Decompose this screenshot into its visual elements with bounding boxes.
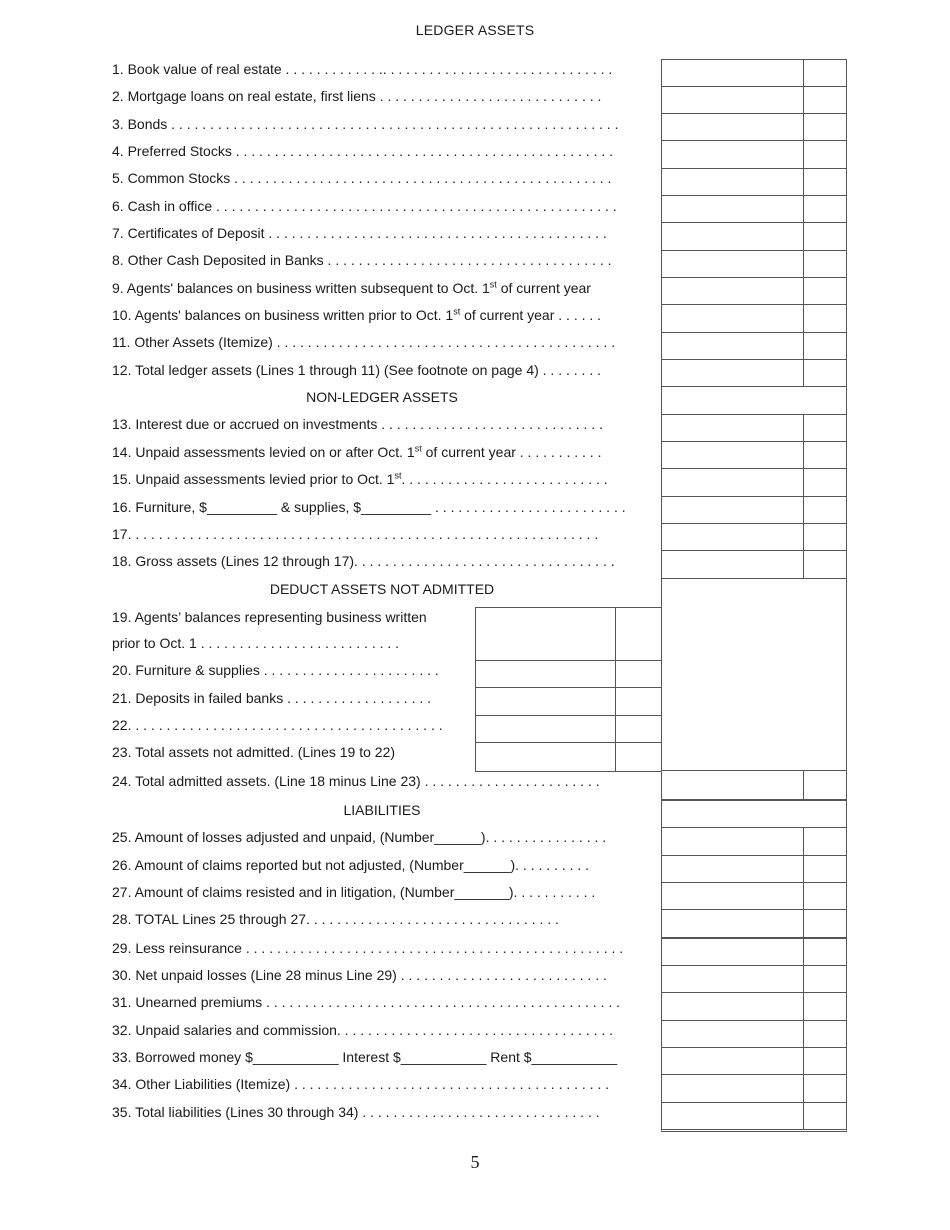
line-31-label: 31. Unearned premiums . . . . . . . . . . . . . . . . . . . . . . . . . . . . . . . . . . . . . . . . . . . . . .: [112, 994, 621, 1010]
line-24-label: 24. Total admitted assets. (Line 18 minus Line 23) . . . . . . . . . . . . . . . . . . . . . . .: [112, 773, 600, 789]
line-22-amount-box[interactable]: [475, 715, 661, 743]
line-32-label: 32. Unpaid salaries and commission. . . . . . . . . . . . . . . . . . . . . . . . . . . . . . . . . . . .: [112, 1022, 614, 1038]
line-5-amount-box[interactable]: [661, 168, 847, 196]
line-5-label: 5. Common Stocks . . . . . . . . . . . . . . . . . . . . . . . . . . . . . . . . . . . . . . . . . . . . . . . . .: [112, 170, 612, 186]
line-34-label: 34. Other Liabilities (Itemize) . . . . . . . . . . . . . . . . . . . . . . . . . . . . . . . . . . . . . . . . .: [112, 1076, 610, 1092]
section-liabilities: LIABILITIES: [343, 802, 421, 818]
line-32-amount-box[interactable]: [661, 1020, 847, 1048]
line-30-amount-box[interactable]: [661, 965, 847, 993]
line-18-label: 18. Gross assets (Lines 12 through 17). . . . . . . . . . . . . . . . . . . . . . . . . . . . . . . . . .: [112, 553, 615, 569]
line-21-amount-box[interactable]: [475, 687, 661, 716]
line-15-text-b: . . . . . . . . . . . . . . . . . . . . . . . . . . .: [401, 471, 608, 487]
line-3-amount-box[interactable]: [661, 113, 847, 141]
line-2-amount-box[interactable]: [661, 86, 847, 114]
line-6-label: 6. Cash in office . . . . . . . . . . . . . . . . . . . . . . . . . . . . . . . . . . . . . . . . . . . . . . . . . . . .: [112, 198, 617, 214]
line-33-amount-box[interactable]: [661, 1047, 847, 1075]
line-14-label: [112, 443, 601, 461]
line-14-text-b: of current year . . . . . . . . . . .: [421, 444, 602, 460]
line-18-amount-box[interactable]: [661, 550, 847, 579]
line-27-label: 27. Amount of claims resisted and in litigation, (Number_______). . . . . . . . . . .: [112, 884, 596, 900]
line-10-label: [112, 306, 601, 324]
line-28-amount-box[interactable]: [661, 909, 847, 938]
line-16-amount-box[interactable]: [661, 496, 847, 524]
line-12-label: 12. Total ledger assets (Lines 1 through 11) (See footnote on page 4) . . . . . . . .: [112, 362, 602, 378]
line-10-text-a: 10. Agents' balances on business written prior to Oct. 1: [112, 307, 454, 323]
line-17-label: 17. . . . . . . . . . . . . . . . . . . . . . . . . . . . . . . . . . . . . . . . . . . . . . . . . . . . . . . . . . . . .: [112, 526, 599, 542]
page-number: 5: [470, 1152, 480, 1172]
line-14-amount-box[interactable]: [661, 441, 847, 469]
line-15-label: [112, 470, 608, 488]
line-20-amount-box[interactable]: [475, 660, 661, 688]
line-15-amount-box[interactable]: [661, 468, 847, 497]
non-ledger-header-box: [661, 386, 847, 415]
line-14-sup: st: [414, 443, 422, 454]
line-15-sup: st: [394, 470, 402, 481]
line-9-text-a: 9. Agents' balances on business written subsequent to Oct. 1: [112, 280, 490, 296]
line-35-label: 35. Total liabilities (Lines 30 through 34) . . . . . . . . . . . . . . . . . . . . . . . . . . . . . . .: [112, 1104, 600, 1120]
line-24-amount-box[interactable]: [661, 770, 847, 800]
line-9-sup: st: [489, 279, 497, 290]
line-13-label: 13. Interest due or accrued on investments . . . . . . . . . . . . . . . . . . . . . . . . . . . . .: [112, 416, 603, 432]
line-19-label-a: 19. Agents’ balances representing business written: [112, 609, 427, 625]
line-10-amount-box[interactable]: [661, 304, 847, 333]
line-22-label: 22. . . . . . . . . . . . . . . . . . . . . . . . . . . . . . . . . . . . . . . . .: [112, 717, 443, 733]
line-35-amount-box[interactable]: [661, 1102, 847, 1132]
line-4-label: 4. Preferred Stocks . . . . . . . . . . . . . . . . . . . . . . . . . . . . . . . . . . . . . . . . . . . . . . . . .: [112, 143, 614, 159]
line-20-label: 20. Furniture & supplies . . . . . . . . . . . . . . . . . . . . . . .: [112, 662, 439, 678]
line-34-amount-box[interactable]: [661, 1074, 847, 1103]
line-9-text-b: of current year: [496, 280, 591, 296]
line-21-label: 21. Deposits in failed banks . . . . . . . . . . . . . . . . . . .: [112, 690, 432, 706]
line-8-label: 8. Other Cash Deposited in Banks . . . . . . . . . . . . . . . . . . . . . . . . . . . . . . . . . . . . .: [112, 252, 612, 268]
line-4-amount-box[interactable]: [661, 140, 847, 169]
line-16-label: 16. Furniture, $_________ & supplies, $_________ . . . . . . . . . . . . . . . . . . . . . . . . .: [112, 499, 626, 515]
line-23-amount-box[interactable]: [475, 742, 661, 772]
section-non-ledger-assets: NON-LEDGER ASSETS: [306, 389, 458, 405]
line-23-label: 23. Total assets not admitted. (Lines 19 to 22): [112, 744, 396, 760]
line-1-label: 1. Book value of real estate . . . . . . . . . . . . .. . . . . . . . . . . . . . . . . . . . . . . . . . . . . .: [112, 61, 613, 77]
line-26-label: 26. Amount of claims reported but not adjusted, (Number______). . . . . . . . . .: [112, 857, 590, 873]
line-1-amount-box[interactable]: [661, 59, 847, 87]
line-30-label: 30. Net unpaid losses (Line 28 minus Line 29) . . . . . . . . . . . . . . . . . . . . . . . . . . .: [112, 967, 607, 983]
line-29-label: 29. Less reinsurance . . . . . . . . . . . . . . . . . . . . . . . . . . . . . . . . . . . . . . . . . . . . . . . . .: [112, 940, 624, 956]
line-6-amount-box[interactable]: [661, 195, 847, 223]
section-deduct-assets: DEDUCT ASSETS NOT ADMITTED: [269, 581, 495, 597]
line-25-label: 25. Amount of losses adjusted and unpaid, (Number______). . . . . . . . . . . . . . . .: [112, 829, 607, 845]
line-27-amount-box[interactable]: [661, 882, 847, 910]
line-11-label: 11. Other Assets (Itemize) . . . . . . . . . . . . . . . . . . . . . . . . . . . . . . . . . . . . . . . . . . . .: [112, 334, 616, 350]
line-17-amount-box[interactable]: [661, 523, 847, 551]
deductions-right-area: [661, 578, 847, 771]
line-10-sup: st: [453, 306, 461, 317]
line-14-text-a: 14. Unpaid assessments levied on or after Oct. 1: [112, 444, 415, 460]
line-15-text-a: 15. Unpaid assessments levied prior to Oct. 1: [112, 471, 395, 487]
line-25-amount-box[interactable]: [661, 827, 847, 856]
line-11-amount-box[interactable]: [661, 332, 847, 360]
line-3-label: 3. Bonds . . . . . . . . . . . . . . . . . . . . . . . . . . . . . . . . . . . . . . . . . . . . . . . . . . . . . . . . . .: [112, 116, 619, 132]
line-31-amount-box[interactable]: [661, 992, 847, 1021]
line-9-label: [112, 279, 591, 297]
line-26-amount-box[interactable]: [661, 855, 847, 883]
line-19-label-b: prior to Oct. 1 . . . . . . . . . . . . . . . . . . . . . . . . . .: [112, 635, 400, 651]
line-2-label: 2. Mortgage loans on real estate, first liens . . . . . . . . . . . . . . . . . . . . . . . . . . . . .: [112, 88, 602, 104]
line-7-label: 7. Certificates of Deposit . . . . . . . . . . . . . . . . . . . . . . . . . . . . . . . . . . . . . . . . . . . .: [112, 225, 607, 241]
line-13-amount-box[interactable]: [661, 414, 847, 442]
line-12-amount-box[interactable]: [661, 359, 847, 387]
line-19-amount-box[interactable]: [475, 607, 661, 661]
page-title: LEDGER ASSETS: [415, 22, 535, 38]
line-29-amount-box[interactable]: [661, 938, 847, 966]
line-10-text-b: of current year . . . . . .: [460, 307, 602, 323]
liabilities-header-box: [661, 800, 847, 828]
line-7-amount-box[interactable]: [661, 222, 847, 251]
line-33-label: 33. Borrowed money $___________ Interest $___________ Rent $___________: [112, 1049, 618, 1065]
line-28-label: 28. TOTAL Lines 25 through 27. . . . . . . . . . . . . . . . . . . . . . . . . . . . . . . . .: [112, 911, 559, 927]
line-9-amount-box[interactable]: [661, 277, 847, 305]
line-8-amount-box[interactable]: [661, 250, 847, 278]
